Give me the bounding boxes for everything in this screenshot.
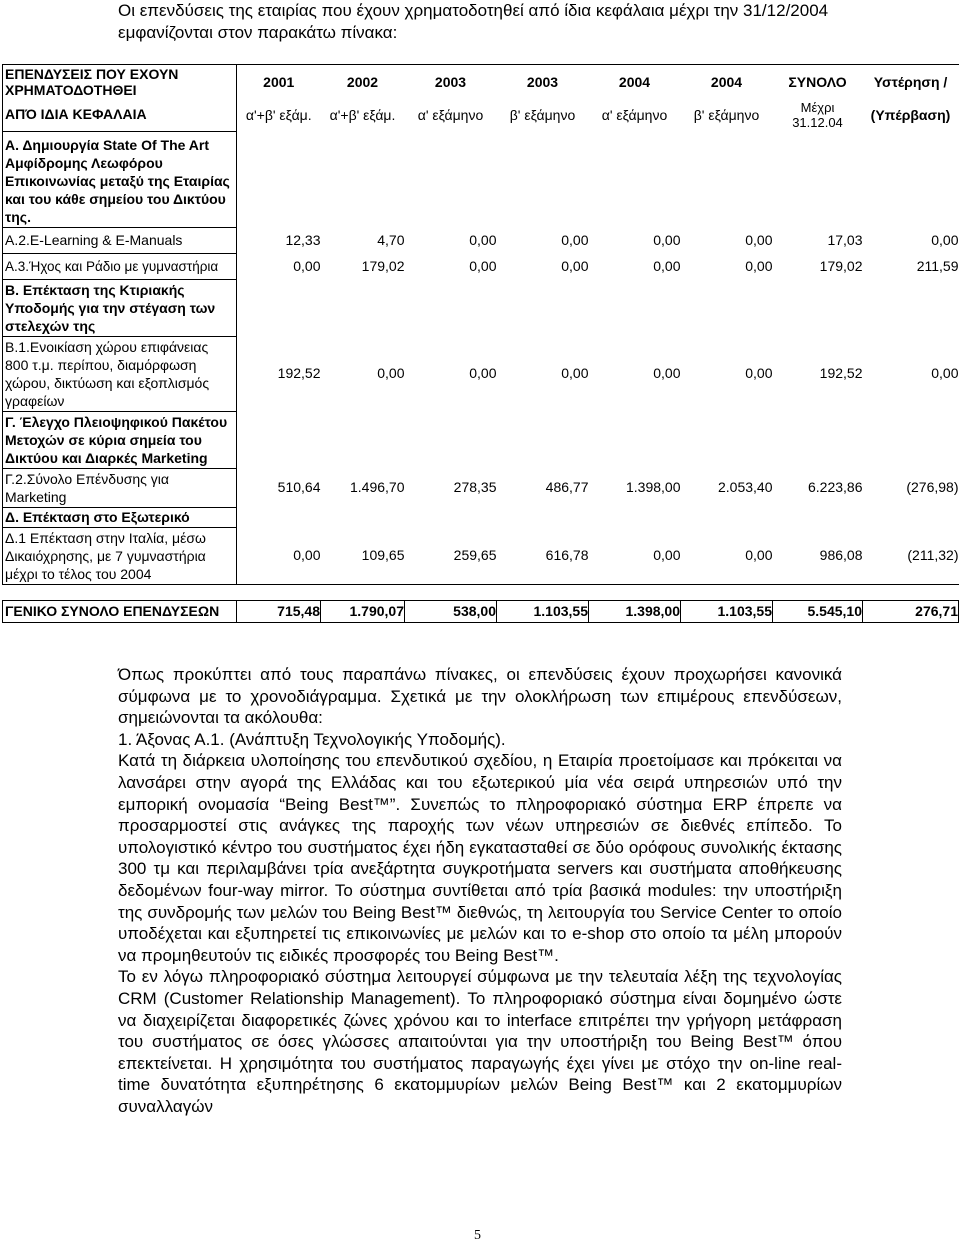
table-title-line3: ΑΠΌ ΙΔΙΑ ΚΕΦΑΛΑΙΑ bbox=[3, 99, 237, 131]
cell: 1.790,07 bbox=[321, 600, 405, 622]
cell: 0,00 bbox=[237, 527, 321, 584]
page-number: 5 bbox=[474, 1228, 481, 1243]
cell: 0,00 bbox=[589, 527, 681, 584]
cell: 538,00 bbox=[405, 600, 497, 622]
cell: 276,71 bbox=[863, 600, 959, 622]
cell: 0,00 bbox=[681, 527, 773, 584]
section-a-label: Α. Δημιουργία State Of The Art Αμφίδρομης Λεωφόρου Επικοινωνίας μεταξύ της Εταιρίας και του κάθε σημείου του Δικτύου της. bbox=[3, 131, 237, 227]
empty-cell bbox=[237, 411, 959, 468]
cell: 1.103,55 bbox=[681, 600, 773, 622]
cell: 0,00 bbox=[745, 365, 773, 381]
section-c-row bbox=[3, 411, 959, 468]
cell: 179,02 bbox=[361, 257, 405, 274]
cell: 211,59 bbox=[916, 257, 959, 274]
delay-subheader: (Υπέρβαση) bbox=[870, 106, 951, 123]
cell: 192,52 bbox=[819, 365, 863, 381]
cell: 616,78 bbox=[497, 527, 589, 584]
cell: 715,48 bbox=[237, 600, 321, 622]
cell: 259,65 bbox=[405, 527, 497, 584]
cell: 986,08 bbox=[773, 527, 863, 584]
period-col-1: α'+β' εξάμ. bbox=[237, 99, 321, 131]
table-row bbox=[3, 253, 959, 279]
cell: 1.496,70 bbox=[350, 479, 405, 495]
table-title-line1: ΕΠΕΝΔΥΣΕΙΣ ΠΟΥ ΕΧΟΥΝ bbox=[5, 66, 179, 82]
cell: 486,77 bbox=[545, 479, 589, 495]
cell: 0,00 bbox=[377, 365, 405, 381]
header-row-years bbox=[3, 65, 959, 100]
total-header: ΣΥΝΟΛΟ bbox=[773, 65, 863, 100]
year-col-6: 2004 bbox=[681, 65, 773, 100]
cell: 0,00 bbox=[931, 365, 959, 381]
table-title-line2: ΧΡΗΜΑΤΟΔΟΤΗΘΕΙ bbox=[5, 82, 137, 98]
cell: 0,00 bbox=[653, 365, 681, 381]
paragraph: Κατά τη διάρκεια υλοποίησης του επενδυτικού σχεδίου, η Εταιρία προετοίμασε και πρόκειται να λανσάρει στην αγορά της Ελλάδας και του εξωτερικού μία νέα σειρά υπηρεσιών υπό την εμπορική ονομασία “Being Best™”. Συνεπώς το πληροφοριακό σύστημα ERP έπρεπε να προσαρμοστεί στις ανάγκες της παροχής των νέων υπηρεσιών σε διεθνές επίπεδο. Το υπολογιστικό κέντρο του συστήματος έχει ήδη εγκατασταθεί σε δύο ορόφους συνολικής έκτασης 300 τμ και περιλαμβάνει τρία ανεξάρτητα συγκροτήματα servers και συστήματα αποθήκευσης δεδομένων four-way mirror. Το σύστημα συντίθεται από τρία βασικά modules: την υποστήριξη της συνδρομής των μελών του Being Best™ διεθνώς, τη λειτουργία του Service Center το οποίο υποδέχεται και εξυπηρετεί τις επικοινωνίες με μελών και το e-shop στο οποίο τα μέλη μπορούν να προμηθευτούν τις ειδικές προσφορές του Being Best™. bbox=[118, 751, 842, 965]
cell: 1.398,00 bbox=[589, 600, 681, 622]
section-b-row bbox=[3, 279, 959, 336]
cell: 0,00 bbox=[561, 231, 589, 248]
year-col-1: 2001 bbox=[237, 65, 321, 100]
cell: 0,00 bbox=[561, 365, 589, 381]
section-c-label: Γ. Έλεγχο Πλειοψηφικού Πακέτου Μετοχών σε κύρια σημεία του Δικτύου και Διαρκές Marketing bbox=[3, 411, 237, 468]
delay-header: Υστέρηση / bbox=[863, 65, 959, 100]
section-d-label: Δ. Επέκταση στο Εξωτερικό bbox=[3, 507, 237, 527]
period-col-5: α' εξάμηνο bbox=[601, 106, 668, 123]
cell: 0,00 bbox=[561, 257, 589, 274]
cell: (211,32) bbox=[863, 527, 959, 584]
cell: 0,00 bbox=[653, 257, 681, 274]
spacer-row bbox=[3, 584, 959, 600]
row-label: Β.1.Ενοικίαση χώρου επιφάνειας 800 τ.μ. περίπου, διαμόρφωση χώρου, δικτύωση και εξοπλισμός γραφείων bbox=[3, 336, 237, 411]
row-label: Α.3.Ήχος και Ράδιο με γυμναστήρια bbox=[3, 253, 237, 279]
cell: 278,35 bbox=[453, 479, 497, 495]
table-row bbox=[3, 527, 959, 584]
table-row bbox=[3, 227, 959, 253]
empty-cell bbox=[237, 131, 959, 227]
cell: 6.223,86 bbox=[808, 479, 863, 495]
cell: 0,00 bbox=[931, 231, 959, 248]
cell: 17,03 bbox=[827, 231, 863, 248]
cell: 12,33 bbox=[237, 227, 321, 253]
paragraph: 1. Άξονας Α.1. (Ανάπτυξη Τεχνολογικής Υποδομής). bbox=[118, 729, 506, 749]
empty-cell bbox=[237, 279, 959, 336]
section-a-row bbox=[3, 131, 959, 227]
row-label: Γ.2.Σύνολο Επένδυσης για Marketing bbox=[3, 468, 237, 507]
table-row bbox=[3, 468, 959, 507]
cell: 109,65 bbox=[321, 527, 405, 584]
cell: 0,00 bbox=[653, 231, 681, 248]
investments-table bbox=[2, 64, 959, 623]
table-row bbox=[3, 336, 959, 411]
table-title bbox=[3, 65, 237, 100]
period-col-3: α' εξάμηνο bbox=[417, 106, 484, 123]
paragraph: Όπως προκύπτει από τους παραπάνω πίνακες, οι επενδύσεις έχουν προχωρήσει κανονικά σύμφωνα με το χρονοδιάγραμμα. Σχετικά με την ολοκλήρωση των επιμέρους επενδύσεων, σημειώνονται τα ακόλουθα: bbox=[118, 665, 842, 728]
cell: 1.103,55 bbox=[497, 600, 589, 622]
grand-total-row bbox=[3, 600, 959, 622]
year-col-5: 2004 bbox=[589, 65, 681, 100]
spacer-cell bbox=[3, 584, 959, 600]
section-b-label: Β. Επέκταση της Κτιριακής Υποδομής για την στέγαση των στελεχών της bbox=[3, 279, 237, 336]
period-col-2: α'+β' εξάμ. bbox=[329, 106, 396, 123]
cell: 5.545,10 bbox=[773, 600, 863, 622]
cell: 0,00 bbox=[469, 257, 497, 274]
cell: (276,98) bbox=[906, 479, 959, 495]
cell: 0,00 bbox=[745, 257, 773, 274]
cell: 0,00 bbox=[469, 231, 497, 248]
period-col-4: β' εξάμηνο bbox=[509, 106, 576, 123]
row-label: Α.2.E-Learning & E-Manuals bbox=[3, 227, 237, 253]
cell: 0,00 bbox=[237, 253, 321, 279]
cell: 1.398,00 bbox=[626, 479, 681, 495]
cell: 0,00 bbox=[745, 231, 773, 248]
intro-paragraph: Οι επενδύσεις της εταιρίας που έχουν χρηματοδοτηθεί από ίδια κεφάλαια μέχρι την 31/12/2004 εμφανίζονται στον παρακάτω πίνακα: bbox=[118, 1, 829, 42]
empty-cell bbox=[237, 507, 959, 527]
year-col-4: 2003 bbox=[497, 65, 589, 100]
body-text bbox=[118, 664, 842, 1117]
row-label: Δ.1 Επέκταση στην Ιταλία, μέσω Δικαιόχρησης, με 7 γυμναστήρια μέχρι το τέλος του 2004 bbox=[3, 527, 237, 584]
period-col-6: β' εξάμηνο bbox=[693, 106, 760, 123]
paragraph: Το εν λόγω πληροφοριακό σύστημα λειτουργεί σύμφωνα με την τελευταία λέξη της τεχνολογίας CRM (Customer Relationship Management). Το πληροφοριακό σύστημα είναι δομημένο ώστε να διαχειρίζεται διαφορετικές ζώνες χρόνου και το interface επιτρέπει την γρήγορη μετάφραση του συστήματος σε όσες γλώσσες απαιτούνται για την υποστήριξη του Being Best™ όπου επεκτείνεται. Η χρησιμότητα του συστήματος παραγωγής έχει γίνει με στόχο την on-line real-time δυνατότητα εξυπηρέτησης 6 εκατομμυρίων μελών Being Best™ και 2 εκατομμυρίων συναλλαγών bbox=[118, 967, 842, 1116]
cell: 0,00 bbox=[469, 365, 497, 381]
year-col-3: 2003 bbox=[405, 65, 497, 100]
cell: 2.053,40 bbox=[718, 479, 773, 495]
cell: 510,64 bbox=[237, 468, 321, 507]
cell: 4,70 bbox=[377, 231, 405, 248]
total-subheader: Μέχρι 31.12.04 bbox=[792, 100, 843, 130]
cell: 192,52 bbox=[237, 336, 321, 411]
year-col-2: 2002 bbox=[321, 65, 405, 100]
grand-total-label: ΓΕΝΙΚΟ ΣΥΝΟΛΟ ΕΠΕΝΔΥΣΕΩΝ bbox=[3, 600, 237, 622]
cell: 179,02 bbox=[819, 257, 863, 274]
section-d-row bbox=[3, 507, 959, 527]
header-row-periods bbox=[3, 99, 959, 131]
